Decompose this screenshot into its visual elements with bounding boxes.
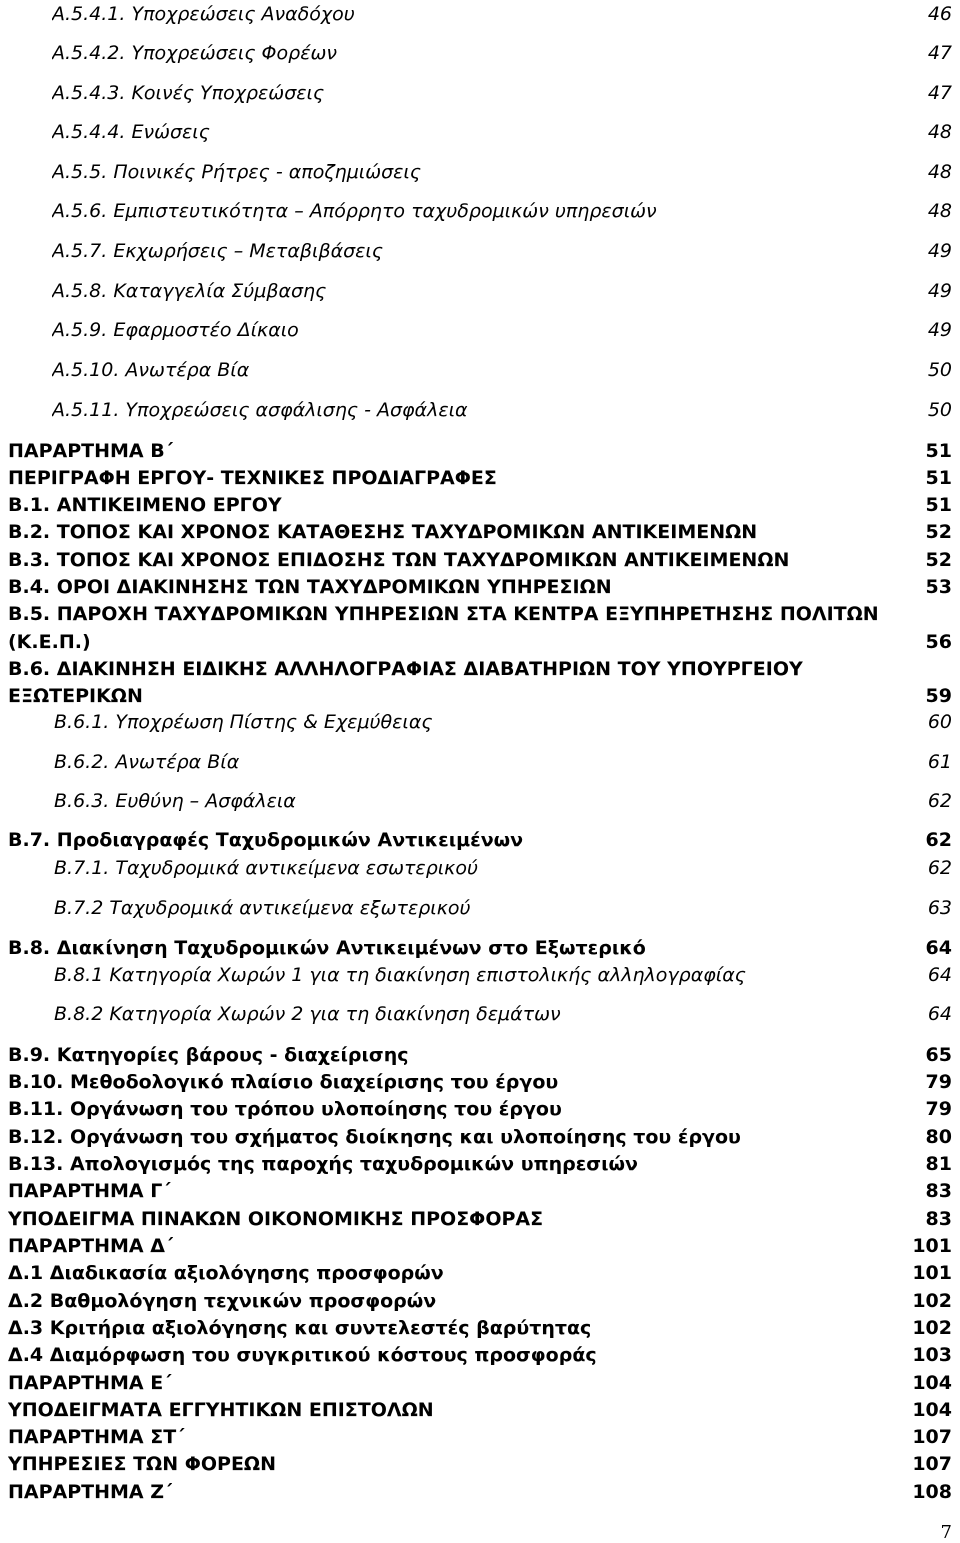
toc-entry[interactable]: [52, 0, 952, 28]
toc-entry-title: ΥΠΗΡΕΣΙΕΣ ΤΩΝ ΦΟΡΕΩΝ: [8, 1453, 276, 1475]
toc-entry-title: ΠΑΡΑΡΤΗΜΑ Ζ΄: [8, 1481, 173, 1503]
toc-entry-page: 65: [925, 1044, 952, 1066]
toc-entry-title: ΕΞΩΤΕΡΙΚΩΝ: [8, 685, 143, 707]
toc-entry-title: Α.5.8. Καταγγελία Σύμβασης: [52, 280, 327, 302]
toc-entry[interactable]: [52, 39, 952, 67]
toc-entry-title: Β.13. Απολογισμός της παροχής ταχυδρομικών υπηρεσιών: [8, 1153, 638, 1175]
toc-entry-page: 79: [925, 1071, 952, 1093]
toc-entry-page: 83: [925, 1208, 952, 1230]
toc-entry-title: Δ.1 Διαδικασία αξιολόγησης προσφορών: [8, 1262, 444, 1284]
toc-entry-title: ΠΑΡΑΡΤΗΜΑ ΣΤ΄: [8, 1426, 185, 1448]
toc-entry-page: 108: [912, 1481, 952, 1503]
toc-entry-title: ΠΑΡΑΡΤΗΜΑ Ε΄: [8, 1372, 172, 1394]
toc-entry-page: 61: [927, 751, 952, 773]
toc-entry-page: 47: [927, 42, 952, 64]
toc-entry-page: 83: [925, 1180, 952, 1202]
toc-entry[interactable]: [52, 118, 952, 146]
toc-entry-page: 104: [912, 1399, 952, 1421]
toc-entry-page: 52: [925, 549, 952, 571]
toc-entry-page: 64: [925, 937, 952, 959]
toc-entry-title: Α.5.4.1. Υποχρεώσεις Αναδόχου: [52, 3, 355, 25]
toc-entry-page: 56: [925, 631, 952, 653]
toc-entry[interactable]: [8, 600, 952, 628]
toc-entry-title: Β.8.1 Κατηγορία Χωρών 1 για τη διακίνηση επιστολικής αλληλογραφίας: [54, 964, 746, 986]
toc-entry[interactable]: [8, 491, 952, 519]
toc-entry-title: Α.5.5. Ποινικές Ρήτρες - αποζημιώσεις: [52, 161, 422, 183]
toc-entry-page: 48: [927, 200, 952, 222]
toc-entry-page: 107: [912, 1426, 952, 1448]
toc-entry-title: Α.5.4.4. Ενώσεις: [52, 121, 210, 143]
toc-entry[interactable]: [8, 1259, 952, 1287]
toc-entry-page: 62: [927, 857, 952, 879]
toc-entry-title: Β.8. Διακίνηση Ταχυδρομικών Αντικειμένων στο Εξωτερικό: [8, 937, 646, 959]
toc-entry-page: 101: [912, 1262, 952, 1284]
toc-entry-page: 51: [925, 494, 952, 516]
toc-entry-page: 103: [912, 1344, 952, 1366]
toc-entry-page: 62: [925, 829, 952, 851]
toc-entry-title: (Κ.Ε.Π.): [8, 631, 91, 653]
toc-entry-title: ΥΠΟΔΕΙΓΜΑ ΠΙΝΑΚΩΝ ΟΙΚΟΝΟΜΙΚΗΣ ΠΡΟΣΦΟΡΑΣ: [8, 1208, 544, 1230]
toc-entry-title: Α.5.4.3. Κοινές Υποχρεώσεις: [52, 82, 325, 104]
toc-entry[interactable]: [52, 396, 952, 424]
toc-entry[interactable]: [52, 277, 952, 305]
toc-entry[interactable]: [54, 894, 952, 922]
toc-entry-page: 48: [927, 121, 952, 143]
toc-entry-title: ΠΑΡΑΡΤΗΜΑ Β΄: [8, 440, 174, 462]
toc-entry-title: Β.9. Κατηγορίες βάρους - διαχείρισης: [8, 1044, 409, 1066]
toc-entry-page: 81: [925, 1153, 952, 1175]
toc-entry-page: 64: [927, 1003, 952, 1025]
toc-entry-page: 48: [927, 161, 952, 183]
toc-entry-title: Β.1. ΑΝΤΙΚΕΙΜΕΝΟ ΕΡΓΟΥ: [8, 494, 282, 516]
toc-entry-page: 63: [927, 897, 952, 919]
toc-entry-title: Β.11. Οργάνωση του τρόπου υλοποίησης του έργου: [8, 1098, 562, 1120]
toc-entry[interactable]: [52, 356, 952, 384]
toc-entry[interactable]: [52, 197, 952, 225]
toc-entry[interactable]: [54, 961, 952, 989]
toc-entry-title: Β.6.2. Ανωτέρα Βία: [54, 751, 240, 773]
toc-entry-page: 62: [927, 790, 952, 812]
toc-entry-page: 49: [927, 280, 952, 302]
toc-entry[interactable]: [8, 1369, 952, 1397]
toc-entry-page: 104: [912, 1372, 952, 1394]
toc-entry[interactable]: [52, 79, 952, 107]
toc-entry-page: 52: [925, 521, 952, 543]
toc-entry[interactable]: [8, 1205, 952, 1233]
toc-entry-page: 101: [912, 1235, 952, 1257]
toc-entry-title: ΥΠΟΔΕΙΓΜΑΤΑ ΕΓΓΥΗΤΙΚΩΝ ΕΠΙΣΤΟΛΩΝ: [8, 1399, 434, 1421]
toc-entry-title: Α.5.4.2. Υποχρεώσεις Φορέων: [52, 42, 337, 64]
toc-entry[interactable]: [54, 1000, 952, 1028]
toc-entry-title: Β.6. ΔΙΑΚΙΝΗΣΗ ΕΙΔΙΚΗΣ ΑΛΛΗΛΟΓΡΑΦΙΑΣ ΔΙΑΒΑΤΗΡΙΩΝ ΤΟΥ ΥΠΟΥΡΓΕΙΟΥ: [8, 658, 803, 680]
toc-entry[interactable]: [8, 1150, 952, 1178]
toc-entry[interactable]: [8, 1068, 952, 1096]
toc-entry-title: Β.7. Προδιαγραφές Ταχυδρομικών Αντικειμένων: [8, 829, 524, 851]
toc-entry[interactable]: [8, 1450, 952, 1478]
toc-entry-title: ΠΑΡΑΡΤΗΜΑ Δ΄: [8, 1235, 174, 1257]
toc-entry-title: Α.5.11. Υποχρεώσεις ασφάλισης - Ασφάλεια: [52, 399, 468, 421]
toc-entry-page: 79: [925, 1098, 952, 1120]
toc-entry[interactable]: [52, 158, 952, 186]
toc-entry[interactable]: [52, 237, 952, 265]
toc-entry[interactable]: [54, 748, 952, 776]
toc-entry-page: 49: [927, 240, 952, 262]
toc-entry[interactable]: [8, 1232, 952, 1260]
toc-entry[interactable]: [8, 934, 952, 962]
toc-entry-page: 50: [927, 359, 952, 381]
toc-entry-title: Β.7.2 Ταχυδρομικά αντικείμενα εξωτερικού: [54, 897, 471, 919]
toc-entry-page: 50: [927, 399, 952, 421]
toc-entry[interactable]: [52, 316, 952, 344]
toc-entry-title: Δ.3 Κριτήρια αξιολόγησης και συντελεστές βαρύτητας: [8, 1317, 592, 1339]
toc-entry[interactable]: [8, 1396, 952, 1424]
toc-entry-title: ΠΕΡΙΓΡΑΦΗ ΕΡΓΟΥ- ΤΕΧΝΙΚΕΣ ΠΡΟΔΙΑΓΡΑΦΕΣ: [8, 467, 497, 489]
toc-entry-page: 80: [925, 1126, 952, 1148]
toc-entry[interactable]: [8, 1095, 952, 1123]
toc-entry[interactable]: [8, 1177, 952, 1205]
toc-entry[interactable]: [54, 854, 952, 882]
toc-entry[interactable]: [8, 518, 952, 546]
toc-entry[interactable]: [54, 787, 952, 815]
toc-entry-page: 46: [927, 3, 952, 25]
toc-entry-title: Β.2. ΤΟΠΟΣ ΚΑΙ ΧΡΟΝΟΣ ΚΑΤΑΘΕΣΗΣ ΤΑΧΥΔΡΟΜΙΚΩΝ ΑΝΤΙΚΕΙΜΕΝΩΝ: [8, 521, 758, 543]
toc-entry[interactable]: [8, 655, 952, 683]
toc-entry[interactable]: [8, 1041, 952, 1069]
toc-entry-title: Β.10. Μεθοδολογικό πλαίσιο διαχείρισης του έργου: [8, 1071, 559, 1093]
toc-entry-title: Α.5.6. Εμπιστευτικότητα – Απόρρητο ταχυδρομικών υπηρεσιών: [52, 200, 657, 222]
toc-entry-page: 64: [927, 964, 952, 986]
toc-entry[interactable]: [54, 708, 952, 736]
toc-entry-title: Β.3. ΤΟΠΟΣ ΚΑΙ ΧΡΟΝΟΣ ΕΠΙΔΟΣΗΣ ΤΩΝ ΤΑΧΥΔΡΟΜΙΚΩΝ ΑΝΤΙΚΕΙΜΕΝΩΝ: [8, 549, 790, 571]
toc-entry-title: Β.6.1. Υποχρέωση Πίστης & Εχεμύθειας: [54, 711, 433, 733]
toc-entry-title: Β.6.3. Ευθύνη – Ασφάλεια: [54, 790, 296, 812]
toc-entry[interactable]: [8, 1314, 952, 1342]
toc-entry-title: Β.8.2 Κατηγορία Χωρών 2 για τη διακίνηση δεμάτων: [54, 1003, 561, 1025]
toc-entry-page: 102: [912, 1317, 952, 1339]
toc-entry[interactable]: [8, 1341, 952, 1369]
toc-entry-page: 102: [912, 1290, 952, 1312]
toc-entry-title: Δ.2 Βαθμολόγηση τεχνικών προσφορών: [8, 1290, 437, 1312]
toc-entry-page: 53: [925, 576, 952, 598]
toc-entry[interactable]: [8, 1287, 952, 1315]
toc-entry[interactable]: [8, 826, 952, 854]
toc-entry[interactable]: [8, 464, 952, 492]
toc-entry-page: 49: [927, 319, 952, 341]
toc-entry[interactable]: [8, 1123, 952, 1151]
toc-entry-title: Α.5.9. Εφαρμοστέο Δίκαιο: [52, 319, 299, 341]
toc-entry-page: 51: [925, 467, 952, 489]
toc-entry-title: Β.5. ΠΑΡΟΧΗ ΤΑΧΥΔΡΟΜΙΚΩΝ ΥΠΗΡΕΣΙΩΝ ΣΤΑ ΚΕΝΤΡΑ ΕΞΥΠΗΡΕΤΗΣΗΣ ΠΟΛΙΤΩΝ: [8, 603, 879, 625]
toc-entry[interactable]: [8, 573, 952, 601]
page-number: 7: [940, 1522, 952, 1543]
toc-entry-title: ΠΑΡΑΡΤΗΜΑ Γ΄: [8, 1180, 171, 1202]
toc-entry-page: 59: [925, 685, 952, 707]
toc-entry[interactable]: [8, 628, 952, 656]
toc-entry-title: Α.5.7. Εκχωρήσεις – Μεταβιβάσεις: [52, 240, 383, 262]
toc-entry-page: 107: [912, 1453, 952, 1475]
toc-entry-page: 51: [925, 440, 952, 462]
toc-entry[interactable]: [8, 546, 952, 574]
toc-entry[interactable]: [8, 1478, 952, 1506]
toc-entry-title: Δ.4 Διαμόρφωση του συγκριτικού κόστους προσφοράς: [8, 1344, 597, 1366]
toc-entry[interactable]: [8, 682, 952, 710]
toc-entry[interactable]: [8, 437, 952, 465]
toc-entry-title: Β.4. ΟΡΟΙ ΔΙΑΚΙΝΗΣΗΣ ΤΩΝ ΤΑΧΥΔΡΟΜΙΚΩΝ ΥΠΗΡΕΣΙΩΝ: [8, 576, 612, 598]
toc-entry-page: 60: [927, 711, 952, 733]
toc-entry[interactable]: [8, 1423, 952, 1451]
toc-entry-page: 47: [927, 82, 952, 104]
toc-entry-title: Β.7.1. Ταχυδρομικά αντικείμενα εσωτερικού: [54, 857, 479, 879]
toc-entry-title: Α.5.10. Ανωτέρα Βία: [52, 359, 250, 381]
toc-entry-title: Β.12. Οργάνωση του σχήματος διοίκησης και υλοποίησης του έργου: [8, 1126, 741, 1148]
